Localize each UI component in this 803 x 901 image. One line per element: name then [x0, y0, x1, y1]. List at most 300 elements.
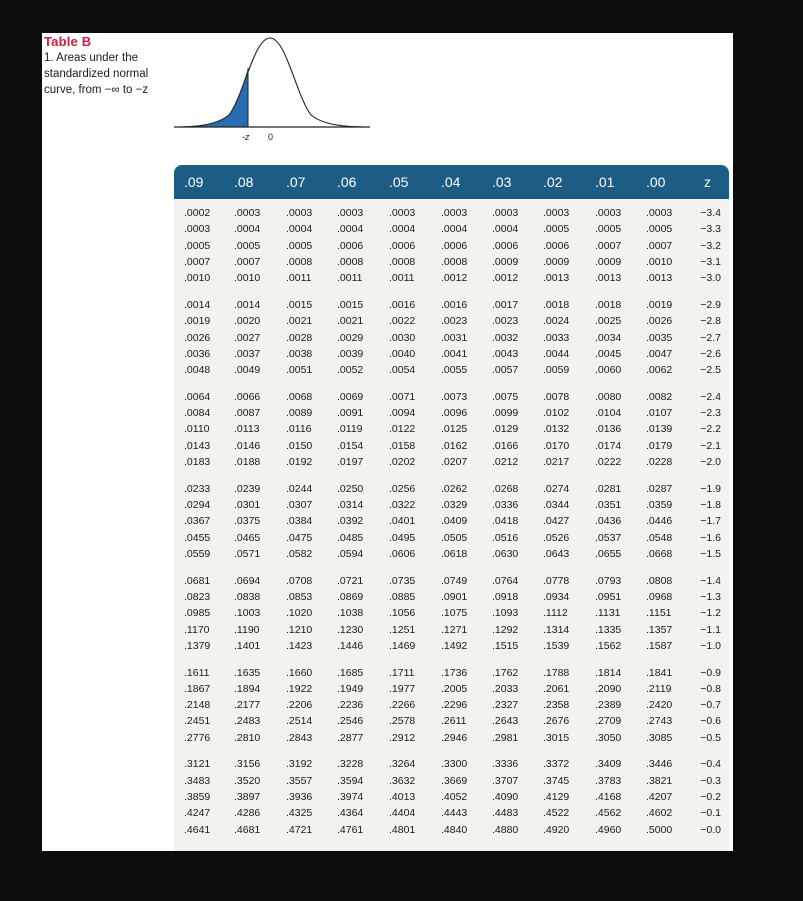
area-cell: .2389: [595, 699, 622, 712]
area-cell: .0003: [389, 207, 416, 219]
area-cell: .0043: [492, 347, 519, 360]
z-value-cell: −0.5: [700, 731, 721, 744]
area-cell: .0026: [646, 315, 673, 328]
area-cell: .0287: [646, 482, 673, 495]
area-cell: .0367: [184, 515, 211, 528]
area-cell: .0918: [492, 590, 519, 603]
area-cell: .0003: [492, 207, 519, 219]
column-header: .02: [543, 174, 563, 190]
z-value-cell: −0.4: [700, 758, 721, 771]
z-value-cell: −1.5: [700, 547, 721, 560]
z-value-cell: −0.1: [700, 807, 721, 820]
area-cell: .4404: [389, 807, 416, 820]
area-cell: .0017: [492, 298, 519, 311]
area-cell: .0008: [389, 255, 416, 268]
area-cell: .1423: [286, 639, 313, 652]
area-cell: .0032: [492, 331, 519, 344]
column-header: .01: [595, 174, 615, 190]
area-cell: .0113: [234, 423, 260, 436]
area-cell: .1020: [286, 607, 313, 620]
area-cell: .0003: [286, 207, 313, 219]
area-cell: .0004: [441, 223, 468, 236]
area-cell: .3409: [595, 758, 622, 771]
area-cell: .2514: [286, 715, 313, 728]
area-cell: .1949: [337, 682, 364, 695]
area-cell: .3156: [234, 758, 261, 771]
area-cell: .0146: [234, 439, 261, 452]
area-cell: .0005: [595, 223, 622, 236]
area-cell: .0516: [492, 531, 519, 544]
area-cell: .0004: [337, 223, 364, 236]
area-cell: .0122: [389, 423, 416, 436]
area-cell: .1611: [184, 666, 210, 679]
area-cell: .0013: [543, 272, 570, 285]
shaded-tail-area: [174, 68, 248, 127]
z-value-cell: −1.8: [700, 499, 721, 511]
area-cell: .3821: [646, 774, 673, 787]
z-value-cell: −1.2: [700, 607, 721, 620]
area-cell: .0031: [441, 331, 468, 344]
z-value-cell: −0.6: [700, 715, 721, 728]
area-cell: .0823: [184, 590, 211, 603]
area-cell: .0594: [337, 547, 364, 560]
area-cell: .0003: [595, 207, 622, 219]
area-cell: .0094: [389, 407, 416, 420]
area-cell: .3520: [234, 774, 261, 787]
area-cell: .2643: [492, 715, 519, 728]
area-cell: .0107: [646, 407, 673, 420]
column-header: .09: [184, 174, 204, 190]
z-value-cell: −0.2: [700, 791, 721, 803]
area-cell: .0006: [543, 239, 570, 252]
area-cell: .0104: [595, 407, 622, 420]
area-cell: .0038: [286, 347, 313, 360]
area-cell: .0073: [441, 390, 468, 403]
area-cell: .0039: [337, 347, 364, 360]
area-cell: .0336: [492, 499, 519, 511]
area-cell: .4562: [595, 807, 622, 820]
area-cell: .5000: [646, 823, 673, 836]
area-cell: .0475: [286, 531, 313, 544]
area-cell: .3015: [543, 731, 570, 744]
area-cell: .0078: [543, 390, 570, 403]
area-cell: .0020: [234, 315, 261, 328]
area-cell: .0446: [646, 515, 673, 528]
area-cell: .0102: [543, 407, 570, 420]
area-cell: .2148: [184, 699, 211, 712]
z-value-cell: −3.2: [700, 239, 721, 252]
column-header: .05: [389, 174, 409, 190]
area-cell: .0091: [337, 407, 364, 420]
area-cell: .4602: [646, 807, 673, 820]
area-cell: .4052: [441, 791, 468, 803]
area-cell: .0119: [337, 423, 363, 436]
area-cell: .0059: [543, 364, 570, 377]
area-cell: .0132: [543, 423, 570, 436]
area-cell: .0011: [337, 272, 363, 285]
area-cell: .0033: [543, 331, 570, 344]
area-cell: .3632: [389, 774, 416, 787]
area-cell: .4325: [286, 807, 313, 820]
area-cell: .0222: [595, 456, 622, 468]
area-cell: .0012: [441, 272, 468, 285]
area-cell: .0006: [337, 239, 364, 252]
z-value-cell: −1.6: [700, 531, 721, 544]
column-header: .07: [286, 174, 306, 190]
z-value-cell: −2.5: [700, 364, 721, 377]
area-cell: .3557: [286, 774, 313, 787]
z-value-cell: −2.8: [700, 315, 721, 328]
area-cell: .2236: [337, 699, 364, 712]
area-cell: .1230: [337, 623, 364, 636]
area-cell: .0075: [492, 390, 519, 403]
area-cell: .0023: [492, 315, 519, 328]
area-cell: .0764: [492, 574, 519, 587]
area-cell: .4207: [646, 791, 673, 803]
z-value-cell: −2.0: [700, 456, 721, 468]
area-cell: .0505: [441, 531, 468, 544]
z-value-cell: −3.3: [700, 223, 721, 236]
area-cell: .0375: [234, 515, 261, 528]
area-cell: .0465: [234, 531, 261, 544]
area-cell: .1401: [234, 639, 261, 652]
area-cell: .0154: [337, 439, 364, 452]
area-cell: .0007: [234, 255, 261, 268]
area-cell: .0838: [234, 590, 261, 603]
area-cell: .0409: [441, 515, 468, 528]
area-cell: .0008: [337, 255, 364, 268]
area-cell: .0301: [234, 499, 261, 511]
area-cell: .0062: [646, 364, 673, 377]
area-cell: .0166: [492, 439, 519, 452]
z-table: [174, 165, 729, 851]
column-header: z: [704, 174, 711, 190]
area-cell: .2546: [337, 715, 364, 728]
area-cell: .1635: [234, 666, 261, 679]
z-value-cell: −1.9: [700, 482, 721, 495]
area-cell: .1210: [286, 623, 313, 636]
area-cell: .0069: [337, 390, 364, 403]
area-cell: .2119: [646, 682, 672, 695]
area-cell: .0021: [286, 315, 313, 328]
area-cell: .0087: [234, 407, 261, 420]
area-cell: .0455: [184, 531, 211, 544]
area-cell: .0006: [441, 239, 468, 252]
area-cell: .2090: [595, 682, 622, 695]
area-cell: .1469: [389, 639, 416, 652]
area-cell: .0007: [646, 239, 673, 252]
area-cell: .2327: [492, 699, 519, 712]
area-cell: .0009: [492, 255, 519, 268]
area-cell: .0004: [234, 223, 261, 236]
area-cell: .3897: [234, 791, 261, 803]
caption: [44, 34, 162, 98]
area-cell: .0011: [389, 272, 415, 285]
area-cell: .3050: [595, 731, 622, 744]
label-zero: 0: [268, 132, 274, 142]
area-cell: .1056: [389, 607, 416, 620]
area-cell: .2743: [646, 715, 673, 728]
area-cell: .1660: [286, 666, 313, 679]
area-cell: .4443: [441, 807, 468, 820]
area-cell: .1131: [595, 607, 621, 620]
area-cell: .0029: [337, 331, 364, 344]
area-cell: .0427: [543, 515, 570, 528]
area-cell: .0281: [595, 482, 622, 495]
area-cell: .0207: [441, 456, 468, 468]
area-cell: .0548: [646, 531, 673, 544]
area-cell: .2981: [492, 731, 519, 744]
area-cell: .2611: [441, 715, 467, 728]
area-cell: .0485: [337, 531, 364, 544]
area-cell: .2061: [543, 682, 570, 695]
area-cell: .1539: [543, 639, 570, 652]
area-cell: .4247: [184, 807, 211, 820]
area-cell: .0054: [389, 364, 416, 377]
area-cell: .4960: [595, 823, 622, 836]
area-cell: .0495: [389, 531, 416, 544]
area-cell: .4129: [543, 791, 570, 803]
area-cell: .0262: [441, 482, 468, 495]
area-cell: .1170: [184, 623, 210, 636]
area-cell: .0008: [286, 255, 313, 268]
area-cell: .0044: [543, 347, 570, 360]
area-cell: .3974: [337, 791, 364, 803]
area-cell: .1562: [595, 639, 622, 652]
area-cell: .0055: [441, 364, 468, 377]
area-cell: .2843: [286, 731, 313, 744]
area-cell: .0006: [492, 239, 519, 252]
area-cell: .0007: [184, 255, 211, 268]
area-cell: .0630: [492, 547, 519, 560]
area-cell: .0018: [543, 298, 570, 311]
z-value-cell: −1.1: [700, 623, 721, 636]
area-cell: .0125: [441, 423, 468, 436]
normal-curve-figure: [174, 33, 374, 145]
area-cell: .3483: [184, 774, 211, 787]
area-cell: .2033: [492, 682, 519, 695]
area-cell: .0322: [389, 499, 416, 511]
area-cell: .0307: [286, 499, 313, 511]
z-value-cell: −1.7: [700, 515, 721, 528]
area-cell: .1112: [543, 607, 568, 620]
area-cell: .0089: [286, 407, 313, 420]
area-cell: .0013: [595, 272, 622, 285]
area-cell: .2177: [234, 699, 261, 712]
area-cell: .2451: [184, 715, 211, 728]
area-cell: .3228: [337, 758, 364, 771]
area-cell: .0003: [543, 207, 570, 219]
area-cell: .0537: [595, 531, 622, 544]
area-cell: .0003: [646, 207, 673, 219]
area-cell: .0329: [441, 499, 468, 511]
area-cell: .0024: [543, 315, 570, 328]
area-cell: .1711: [389, 666, 415, 679]
area-cell: .0418: [492, 515, 519, 528]
area-cell: .0040: [389, 347, 416, 360]
area-cell: .1922: [286, 682, 313, 695]
area-cell: .3745: [543, 774, 570, 787]
area-cell: .2005: [441, 682, 468, 695]
area-cell: .1867: [184, 682, 211, 695]
area-cell: .4801: [389, 823, 416, 836]
area-cell: .0084: [184, 407, 211, 420]
area-cell: .4364: [337, 807, 364, 820]
area-cell: .0606: [389, 547, 416, 560]
z-value-cell: −1.4: [700, 574, 721, 587]
area-cell: .0436: [595, 515, 622, 528]
area-cell: .0057: [492, 364, 519, 377]
area-cell: .0885: [389, 590, 416, 603]
area-cell: .0011: [286, 272, 312, 285]
area-cell: .1357: [646, 623, 673, 636]
area-cell: .0179: [646, 439, 673, 452]
z-value-cell: −3.4: [700, 207, 721, 219]
area-cell: .0008: [441, 255, 468, 268]
z-value-cell: −1.3: [700, 590, 721, 603]
area-cell: .0968: [646, 590, 673, 603]
area-cell: .0004: [389, 223, 416, 236]
area-cell: .2877: [337, 731, 364, 744]
area-cell: .0136: [595, 423, 622, 436]
z-value-cell: −2.1: [700, 439, 721, 452]
area-cell: .1075: [441, 607, 468, 620]
area-cell: .1814: [595, 666, 622, 679]
area-cell: .3085: [646, 731, 673, 744]
z-value-cell: −0.0: [700, 823, 721, 836]
area-cell: .4168: [595, 791, 622, 803]
area-cell: .0019: [184, 315, 211, 328]
area-cell: .1587: [646, 639, 673, 652]
page: [42, 33, 733, 851]
area-cell: .0002: [184, 207, 211, 219]
area-cell: .0003: [234, 207, 261, 219]
area-cell: .1841: [646, 666, 673, 679]
area-cell: .0571: [234, 547, 261, 560]
area-cell: .0006: [389, 239, 416, 252]
area-cell: .0239: [234, 482, 261, 495]
area-cell: .0052: [337, 364, 364, 377]
area-cell: .0012: [492, 272, 519, 285]
area-cell: .0022: [389, 315, 416, 328]
area-cell: .1093: [492, 607, 519, 620]
area-cell: .2912: [389, 731, 416, 744]
area-cell: .0197: [337, 456, 364, 468]
area-cell: .0099: [492, 407, 519, 420]
area-cell: .0314: [337, 499, 364, 511]
area-cell: .1151: [646, 607, 672, 620]
area-cell: .0162: [441, 439, 468, 452]
area-cell: .2206: [286, 699, 313, 712]
area-cell: .0110: [184, 423, 210, 436]
area-cell: .0003: [337, 207, 364, 219]
area-cell: .0217: [543, 456, 570, 468]
column-header: .06: [337, 174, 357, 190]
area-cell: .0344: [543, 499, 570, 511]
area-cell: .0080: [595, 390, 622, 403]
z-value-cell: −2.3: [700, 407, 721, 420]
area-cell: .1977: [389, 682, 416, 695]
area-cell: .1271: [441, 623, 468, 636]
area-cell: .3446: [646, 758, 673, 771]
area-cell: .0582: [286, 547, 313, 560]
z-value-cell: −1.0: [700, 639, 721, 652]
area-cell: .1736: [441, 666, 468, 679]
z-value-cell: −0.7: [700, 699, 721, 712]
area-cell: .0009: [543, 255, 570, 268]
column-header: .00: [646, 174, 666, 190]
area-cell: .1515: [492, 639, 519, 652]
area-cell: .1685: [337, 666, 364, 679]
z-value-cell: −2.7: [700, 331, 721, 344]
area-cell: .1190: [234, 623, 260, 636]
area-cell: .3859: [184, 791, 211, 803]
area-cell: .0139: [646, 423, 673, 436]
area-cell: .0015: [337, 298, 364, 311]
area-cell: .0071: [389, 390, 416, 403]
area-cell: .0392: [337, 515, 364, 528]
area-cell: .0985: [184, 607, 211, 620]
area-cell: .1251: [389, 623, 416, 636]
area-cell: .0015: [286, 298, 313, 311]
area-cell: .0735: [389, 574, 416, 587]
area-cell: .0274: [543, 482, 570, 495]
area-cell: .0158: [389, 439, 416, 452]
area-cell: .0192: [286, 456, 313, 468]
area-cell: .0027: [234, 331, 261, 344]
area-cell: .3936: [286, 791, 313, 803]
area-cell: .4522: [543, 807, 570, 820]
area-cell: .0066: [234, 390, 261, 403]
area-cell: .2776: [184, 731, 211, 744]
area-cell: .0013: [646, 272, 673, 285]
area-cell: .0014: [234, 298, 261, 311]
area-cell: .0010: [646, 255, 673, 268]
z-value-cell: −2.4: [700, 390, 721, 403]
area-cell: .0005: [286, 239, 313, 252]
area-cell: .0681: [184, 574, 211, 587]
area-cell: .4641: [184, 823, 211, 836]
z-value-cell: −0.8: [700, 682, 721, 695]
area-cell: .0202: [389, 456, 416, 468]
area-cell: .1003: [234, 607, 261, 620]
z-value-cell: −2.2: [700, 423, 721, 436]
area-cell: .0951: [595, 590, 622, 603]
area-cell: .1492: [441, 639, 468, 652]
area-cell: .0003: [184, 223, 211, 236]
z-value-cell: −3.0: [700, 272, 721, 285]
area-cell: .0021: [337, 315, 364, 328]
area-cell: .0009: [595, 255, 622, 268]
area-cell: .0694: [234, 574, 261, 587]
area-cell: .2296: [441, 699, 468, 712]
area-cell: .0143: [184, 439, 211, 452]
area-cell: .1335: [595, 623, 622, 636]
area-cell: .3336: [492, 758, 519, 771]
area-cell: .0049: [234, 364, 261, 377]
area-cell: .4840: [441, 823, 468, 836]
area-cell: .0643: [543, 547, 570, 560]
area-cell: .0004: [492, 223, 519, 236]
area-cell: .1894: [234, 682, 261, 695]
area-cell: .0003: [441, 207, 468, 219]
area-cell: .3594: [337, 774, 364, 787]
normal-curve-line: [174, 38, 370, 127]
area-cell: .0559: [184, 547, 211, 560]
area-cell: .0005: [646, 223, 673, 236]
area-cell: .2676: [543, 715, 570, 728]
area-cell: .0129: [492, 423, 519, 436]
